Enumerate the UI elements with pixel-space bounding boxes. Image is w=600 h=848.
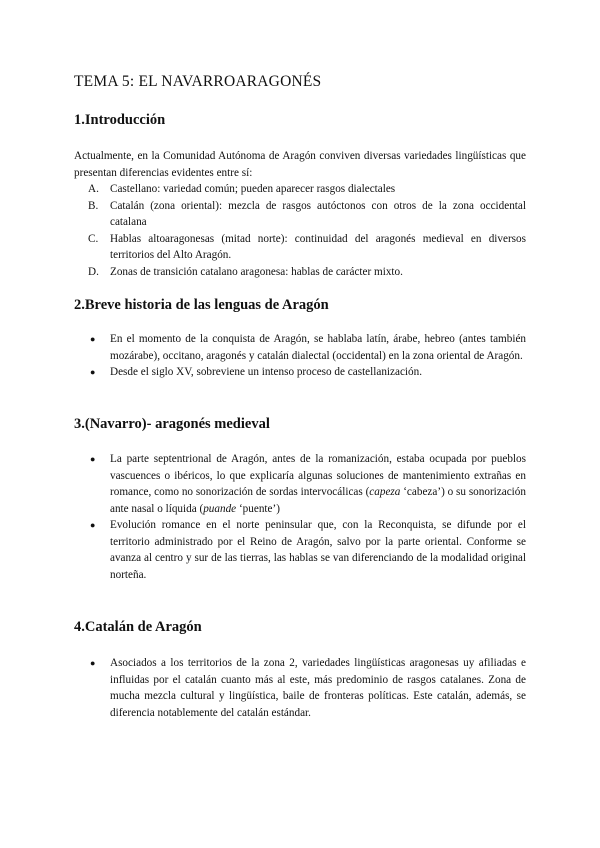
list-item (74, 517, 526, 583)
section-heading-catalan-aragon: 4.Catalán de Aragón (74, 619, 202, 635)
list-item-text: Desde el siglo XV, sobreviene un intenso proceso de castellanización. (110, 366, 423, 378)
list-marker: C. (88, 232, 99, 245)
list-item-text: Asociados a los territorios de la zona 2, variedades lingüísticas aragonesas uy afiliadas e influidas por el catalán cuanto más al este, más predominio de rasgos catalanes. Zona de mucha mezcla cultural y lingüística, baile de fronteras políticas. Este catalán, además, se diferencia notablemente del catalán estándar. (110, 657, 526, 719)
bullet-icon: ● (90, 334, 96, 344)
text-run: ‘cabeza’) o su sonorización ante nasal o líquida ( (110, 486, 526, 515)
list-item-text: Zonas de transición catalano aragonesa: hablas de carácter mixto. (110, 265, 403, 278)
list-item (74, 331, 526, 364)
list-item-text (110, 451, 526, 517)
list-item (74, 364, 526, 381)
list-item-text: Hablas altoaragonesas (mitad norte): continuidad del aragonés medieval en diversos territorios del Alto Aragón. (110, 232, 526, 261)
section-heading-introduccion: 1.Introducción (74, 112, 166, 128)
bullet-icon: ● (90, 658, 96, 668)
list-marker: D. (88, 265, 99, 278)
catalan-list (74, 655, 526, 721)
list-item (74, 655, 526, 721)
list-item (74, 231, 526, 264)
list-marker: B. (88, 199, 99, 212)
intro-paragraph: Actualmente, en la Comunidad Autónoma de Aragón conviven diversas variedades lingüísticas que presentan diferencias evidentes entre sí: (74, 150, 526, 179)
bullet-icon: ● (90, 367, 96, 377)
list-item-text: En el momento de la conquista de Aragón, se hablaba latín, árabe, hebreo (antes también mozárabe), occitano, aragonés y catalán dialectal (occidental) en la zona oriental de Aragón. (110, 333, 526, 362)
bullet-icon: ● (90, 454, 96, 464)
section-heading-aragones-medieval: 3.(Navarro)- aragonés medieval (74, 416, 270, 432)
list-item-text: Catalán (zona oriental): mezcla de rasgos autóctonos con otros de la zona occidental catalana (110, 199, 526, 228)
list-marker: A. (88, 183, 99, 195)
list-item-text: Evolución romance en el norte peninsular que, con la Reconquista, se difunde por el territorio administrado por el Reino de Aragón, salvo por la parte oriental. Conforme se avanza al centro y sur de las tierras, las hablas se van diferenciando de la modalidad original norteña. (110, 519, 526, 581)
list-item (74, 264, 526, 281)
example-word: puande (203, 502, 237, 515)
list-item-text: Castellano: variedad común; pueden aparecer rasgos dialectales (110, 183, 396, 195)
list-item (74, 198, 526, 231)
example-word: capeza (369, 486, 401, 498)
bullet-icon: ● (90, 520, 96, 530)
list-item (74, 181, 526, 198)
medieval-list (74, 451, 526, 583)
list-item (74, 451, 526, 517)
text-run: ‘puente’) (236, 502, 280, 515)
document-title: TEMA 5: EL NAVARROARAGONÉS (74, 73, 322, 90)
variety-list (74, 181, 526, 280)
text-run: La parte septentrional de Aragón, antes de la romanización, estaba ocupada por pueblos vascuences o ibéricos, lo que explicaría algunas soluciones de mantenimiento extrañas en romance, como no sonorización de sordas intervocálicas ( (110, 453, 526, 498)
history-list (74, 331, 526, 381)
section-heading-historia: 2.Breve historia de las lenguas de Aragón (74, 297, 329, 313)
